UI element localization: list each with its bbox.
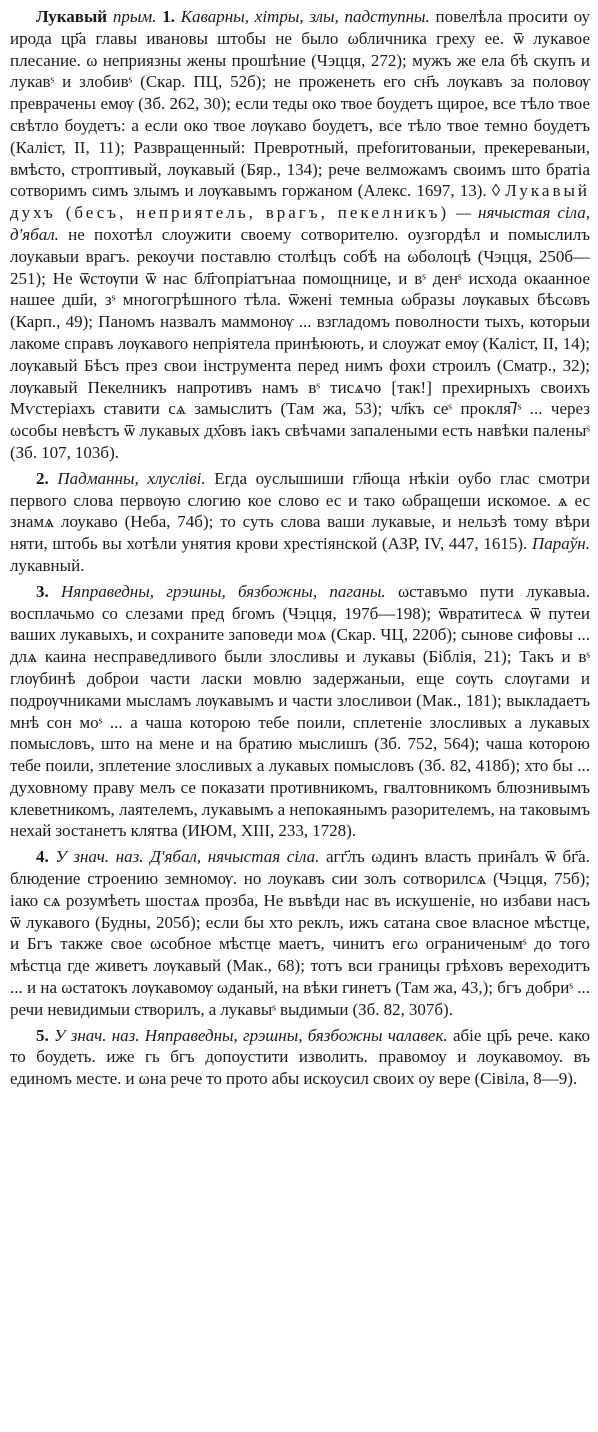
sense-gloss: Падманны, хлусліві. bbox=[57, 468, 206, 488]
sense-gloss: У знач. наз. Няправедны, грэшны, бязбожны чалавек. bbox=[54, 1025, 448, 1045]
sense-2-paragraph bbox=[10, 468, 590, 577]
subentry-marker: ◊ bbox=[491, 181, 501, 201]
sense-4-paragraph bbox=[10, 846, 590, 1020]
subentry-text: не похотѣл слоужити своему сотворителю. оузгордѣл и помыслилъ лоукавыи врагъ. рекоучи поставлю столѣцъ собѣ на ωболоцѣ (Чэцця, 250б—251); Не ѿстѹпи ѿ нас бл҃гопріатънаа помощнице, и вˢ денˢ исхода окаанное нашее дш҃и, зˢ многогрѣшного тѣла. ѿженi темныа ωбразы лѹкавых бѣсωвъ (Карп., 49); Паномъ назвалъ маммонѹ ... взгладомъ поволности тыхъ, которыи лакоме справъ лѹкавого непріятела принѣюють, и слоужат емѹ (Каліст, II, 14); лѹкавый Бѣсъ през свои інструмента перед нимъ фохи строилъ (Сматр., 32); лѹкавый Пекелникъ напротивъ намъ вˢ тисѧчо [так!] прехирныхъ своихъ Мѵстеріахъ ставити сѧ замыслитъ (Там жа, 53); чл҃къ сеˢ прокляᲄˢ ... через ωсобы невѣстъ ѿ лукавых дх҃овъ іакъ свѣчами запалеными есть навѣки паленыˢ (Зб. 107, 103б). bbox=[10, 224, 590, 462]
sense-3-paragraph bbox=[10, 581, 590, 843]
compare-label: Параўн. bbox=[531, 534, 590, 554]
part-of-speech: прым. bbox=[112, 7, 157, 26]
sense-gloss: Каварны, хітры, злы, падступны. bbox=[180, 7, 430, 26]
sense-number: 3. bbox=[36, 581, 49, 601]
sense-number: 1. bbox=[162, 7, 175, 26]
subentry-phrase: Лукавый духъ (бесъ, неприятель, врагъ, пекелникъ) bbox=[10, 181, 590, 223]
sense-text: агг҃лъ ωдинъ власть прин҃алъ ѿ бг҃а. блюдение строению земномѹ. но лоукавъ сии золъ сотворилсѧ (Чэцця, 75б); іако сѧ розумѣеть шостаѧ прозба, Не въвѣди нас въ искушеніе, но избави насъ ѿ лукавого (Будны, 205б); если бы хто реклъ, ижъ сатана свое власное мѣстце, и Бгъ также свое ωсобное мѣстце маетъ, чинитъ егω ограниченымˢ до того мѣстца где живетъ лѹкавый (Мак., 68); тотъ вси границы грѣховъ вереходитъ ... и на ωстатокъ лѹкавомѹ ωданый, на вѣки гинетъ (Там жа, 43,); бгъ добриˢ ... речи невидимыи створилъ, а лукавыˢ выдимыи (Зб. 82, 307б). bbox=[10, 847, 590, 1019]
sense-number: 4. bbox=[36, 847, 49, 867]
sense-text: абіе цр҃ь рече. како то боудеть. иже гь бгъ допоустити изволить. правомоу и лоукавомоу. въ единомъ месте. и ωна рече то прото абы искоусил своих оу вере (Сівіла, 8—9). bbox=[10, 1025, 590, 1089]
sense-gloss: Няправедны, грэшны, бязбожны, паганы. bbox=[61, 581, 386, 601]
sense-5-paragraph bbox=[10, 1025, 590, 1090]
sense-text: Егда оуслышиши гл҃юща нѣкіи оубо глас смотри первого слова первѹю слогию кое слово ес и тако ωбращеши искомое. ѧ ес знамѧ лоукаво (Неба, 74б); то суть слова ваши лукавые, и нельзѣ тому вѣри няти, штобь вы хотѣли унятия крови хрестіянской (АЗР, IV, 447, 1615). bbox=[10, 468, 590, 554]
subentry-gloss: — нячыстая сіла, д'ябал. bbox=[10, 203, 590, 244]
sense-text: ωставъмо пути лукавыа. восплачьмо со слезами пред бгомъ (Чэцця, 197б—198); ѿвратитесѧ ѿ путеи ваших лукавыхъ, и сохраните заповеди мoѧ (Скар. ЧЦ, 220б); сынове сифовы ... длѧ каина несправедливого были злосливы и лукавы (Біблія, 21); Такъ и вˢ глѹбинѣ доброи части ласки мовлю задержаныи, еще сѹть слѹгами и подрѹчниками мысламъ лѹкавымъ и части злосливои (Мак., 181); выкладаетъ мнѣ сон моˢ ... а чаша которою тебе поили, сплетеніе злосливых а лукавых помысловъ, што на мене и на братию мыслишъ (Зб. 752, 564); чаша которою тебе поили, зплетение злосливых а лукавых помысловъ (Зб. 82, 418б); хто бы ... духовному праву мелъ се показати противникомъ, гвалтовникомъ блюзнивымъ клеветникомъ, лаятелемъ, лукавымъ а непокаянымъ разорителемъ, на таковымъ нехай зостанетъ клятва (ИЮМ, XIII, 233, 1728). bbox=[10, 581, 590, 841]
sense-number: 2. bbox=[36, 468, 49, 488]
headword: Лукавый bbox=[36, 7, 108, 26]
sense-1-paragraph bbox=[10, 6, 590, 464]
sense-gloss: У знач. наз. Д'ябал, нячыстая сіла. bbox=[55, 847, 320, 867]
sense-text: повелѣла просити оу ирода цр҃а главы ивановы штобы не было ωбличника греху ее. ѿ лукавое плесание. ω неприязны жены прошѣние (Чэцця, 272); мужъ же ела бѣ скупъ и лукавˢ и злобивˢ (Скар. ПЦ, 52б); не проженеть его сн҃ъ лѹкавъ за половѹ превраченьı емѹ (Зб. 262, 30); если теды око твое боудетъ щирое, все тѣло твое свѣтло боудетъ: а если око твое лѹкаво боудетъ, все тѣло твое темно боудетъ (Каліст, II, 11); Развращенный: Превротный, преforитованыи, прекереваныи, вмѣсто, строптивый, лѹкавый (Бяр., 134); рече велможамъ своимъ што братіа сотворимъ симъ злымъ и лѹкавымъ горжаном (Алекс. 1697, 13). bbox=[10, 7, 590, 201]
sense-number: 5. bbox=[36, 1025, 49, 1045]
compare-word: лукавный. bbox=[10, 555, 85, 575]
